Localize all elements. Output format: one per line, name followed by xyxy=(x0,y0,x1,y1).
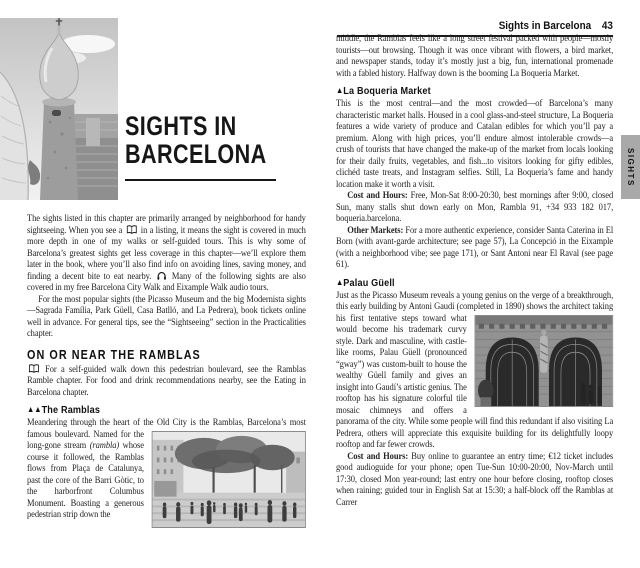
palau-guell-paragraph xyxy=(336,290,613,451)
intro-p1-seg2: in a listing, it means the sight is covered in much more depth in one of my walks or self-guided tours. This is why some of Barcelona’s greatest sights get less coverage in this chapter—we’ll explore them later in the book, where you’ll also find info on avoiding lines, saving money, and finding a decent bite to eat nearby. xyxy=(27,224,306,282)
chapter-side-tab xyxy=(621,135,640,199)
running-header xyxy=(499,20,613,32)
boqueria-paragraph: This is the most central—and the most crowded—of Barcelona’s many characteristic market halls. Housed in a cool glass-and-steel structure, La Boqueria features a wide variety of produce and Catalan edibles for which you’ll pay a premium. Along with high prices, you’ll endure almost intolerable crowds—a crush of tourists that have changed the make-up of the market from locals looking for their daily fruits, vegetables, and fish...to visitors looking for gifty edibles, clichéd taste treats, and Instagram selfies. Still, La Boqueria’s fame and handy location make it worth a visit. xyxy=(336,98,614,190)
other-markets-text: For a more authentic experience, consider Santa Caterina in El Born (with avant-garde architecture; see page 57), La Concepció in the Eixample (with a neighborhood vibe; see page 171), or Sant Antoni near El Raval (see page 61). xyxy=(336,224,614,270)
intro-paragraph-2: For the most popular sights (the Picasso Museum and the big Modernista sights—Sagrada Família, Park Güell, Casa Batlló, and La Pedrera), book tickets online well in advance. For general tips, see the “Sightseeing” section in the Practicalities chapter. xyxy=(27,293,306,339)
rating-triangle: ▲ xyxy=(336,276,344,287)
cost-and-hours-text: Buy online to guarantee an entry time; €12 ticket includes good audioguide for your phone; open Tue-Sun 10:00-20:00, Nov-March until 17:30, closed Mon year-round; last entry one hour before closing, rooftop closes when raining; guided tour in English Sat at 15:30; a half-block off the Ramblas at Carrer xyxy=(336,450,614,508)
open-book-icon xyxy=(126,225,136,234)
boqueria-cost-and-hours xyxy=(336,190,613,225)
ramblas-street-photo xyxy=(152,431,306,528)
palau-guell-facade-photo xyxy=(475,315,614,407)
ramblas-p-seg2: Barcelona’s most famous boulevard. Named for the long-gone stream xyxy=(27,417,306,451)
ramblas-p-seg1: Meandering through the heart of the Old City is the Ramblas, xyxy=(27,417,244,428)
chapter-title xyxy=(125,112,267,168)
page-number: 43 xyxy=(601,20,613,32)
right-column xyxy=(336,33,613,508)
sight-heading-palau-guell xyxy=(336,277,613,289)
sight-heading-la-boqueria-market xyxy=(336,85,613,97)
chapter-side-tab-label: SIGHTS xyxy=(626,147,635,187)
cost-and-hours-label: Cost and Hours: xyxy=(347,450,409,462)
intro-p1-seg1: The sights listed in this chapter are primarily arranged by neighborhood for handy sightseeing. When you see a xyxy=(27,213,306,236)
palau-p-seg1: Just as the Picasso Museum reveals a young genius on the verge of a breakthrough, this early building by Antoni Gaudí (completed in xyxy=(336,289,614,312)
chapter-title-line1: SIGHTS IN xyxy=(125,111,237,141)
chapter-title-rule xyxy=(125,179,276,181)
left-column xyxy=(27,213,306,531)
sight-heading-the-ramblas-label: The Ramblas xyxy=(41,404,101,416)
open-book-icon xyxy=(29,364,39,373)
section-heading-on-or-near-the-ramblas: ON OR NEAR THE RAMBLAS xyxy=(27,347,201,362)
rating-triangle: ▲ xyxy=(336,85,344,95)
casa-batllo-rooftop-photo xyxy=(0,18,118,200)
cost-and-hours-label: Cost and Hours: xyxy=(347,190,408,201)
ramblas-continuation-paragraph: middle, the Ramblas feels like a long street festival packed with people—mostly tourists—out browsing. Though it was once vibrant with flowers, a bird market, and newspaper stands, today it’s mostly just a big, fun, international promenade with a fabled history. Halfway down is the booming La Boqueria Market. xyxy=(336,33,614,79)
cost-and-hours-text: Free, Mon-Sat 8:00-20:30, best mornings after 9:00, closed Sun, many stalls shut down early on Mon, Rambla 91, +34 933 182 017, boqueria.barcelona. xyxy=(336,190,614,224)
ramblas-p-italic: (rambla) xyxy=(89,440,120,451)
chapter-title-line2: BARCELONA xyxy=(125,139,267,169)
rating-triangles: ▲▲ xyxy=(27,404,42,414)
other-markets-label: Other Markets: xyxy=(347,224,404,236)
palau-p-seg2: 1890) shows the architect taking his first tentative steps toward what would become his trademark curvy style. Dark and masculine, with castle-like rooms, Palau Güell (pronounced “gway”) was custom-built to house the wealthy Güell family and gives an insight into Gaudí’s artistic genius. The rooftop has his signature colorful tile mosaic chimneys and offers a panorama of the city. While some people will find this redundant if also visiting La Pedrera, others will appreciate this exquisite building for its delightfully loopy rooftop and far fewer crowds. xyxy=(336,301,614,450)
sight-heading-the-ramblas xyxy=(27,404,306,416)
ramblas-p-seg3: whose course it followed, the Ramblas flows from Plaça de Catalunya, past the core of the Barri Gòtic, to the harborfront Columbus Monument. Boasting a generous pedestrian strip down the xyxy=(27,440,144,520)
intro-paragraph-1 xyxy=(27,213,306,294)
section-intro-text: For a self-guided walk down this pedestrian boulevard, see the Ramblas Ramble chapter. For food and drink recommendations nearby, see the Eating in Barcelona chapter. xyxy=(27,363,306,398)
running-header-title: Sights in Barcelona xyxy=(498,20,592,32)
other-markets-paragraph xyxy=(336,225,613,271)
palau-cost-and-hours xyxy=(336,451,613,509)
section-intro-paragraph xyxy=(27,364,306,399)
intro-p1-seg3: Many of the following sights are also covered in my free Barcelona City Walk and Eixample Walk audio tours. xyxy=(27,270,306,293)
headphones-icon xyxy=(157,271,167,280)
sight-heading-la-boqueria-label: La Boqueria Market xyxy=(343,85,431,97)
sight-heading-palau-guell-label: Palau Güell xyxy=(343,276,395,289)
ramblas-paragraph xyxy=(27,417,306,521)
